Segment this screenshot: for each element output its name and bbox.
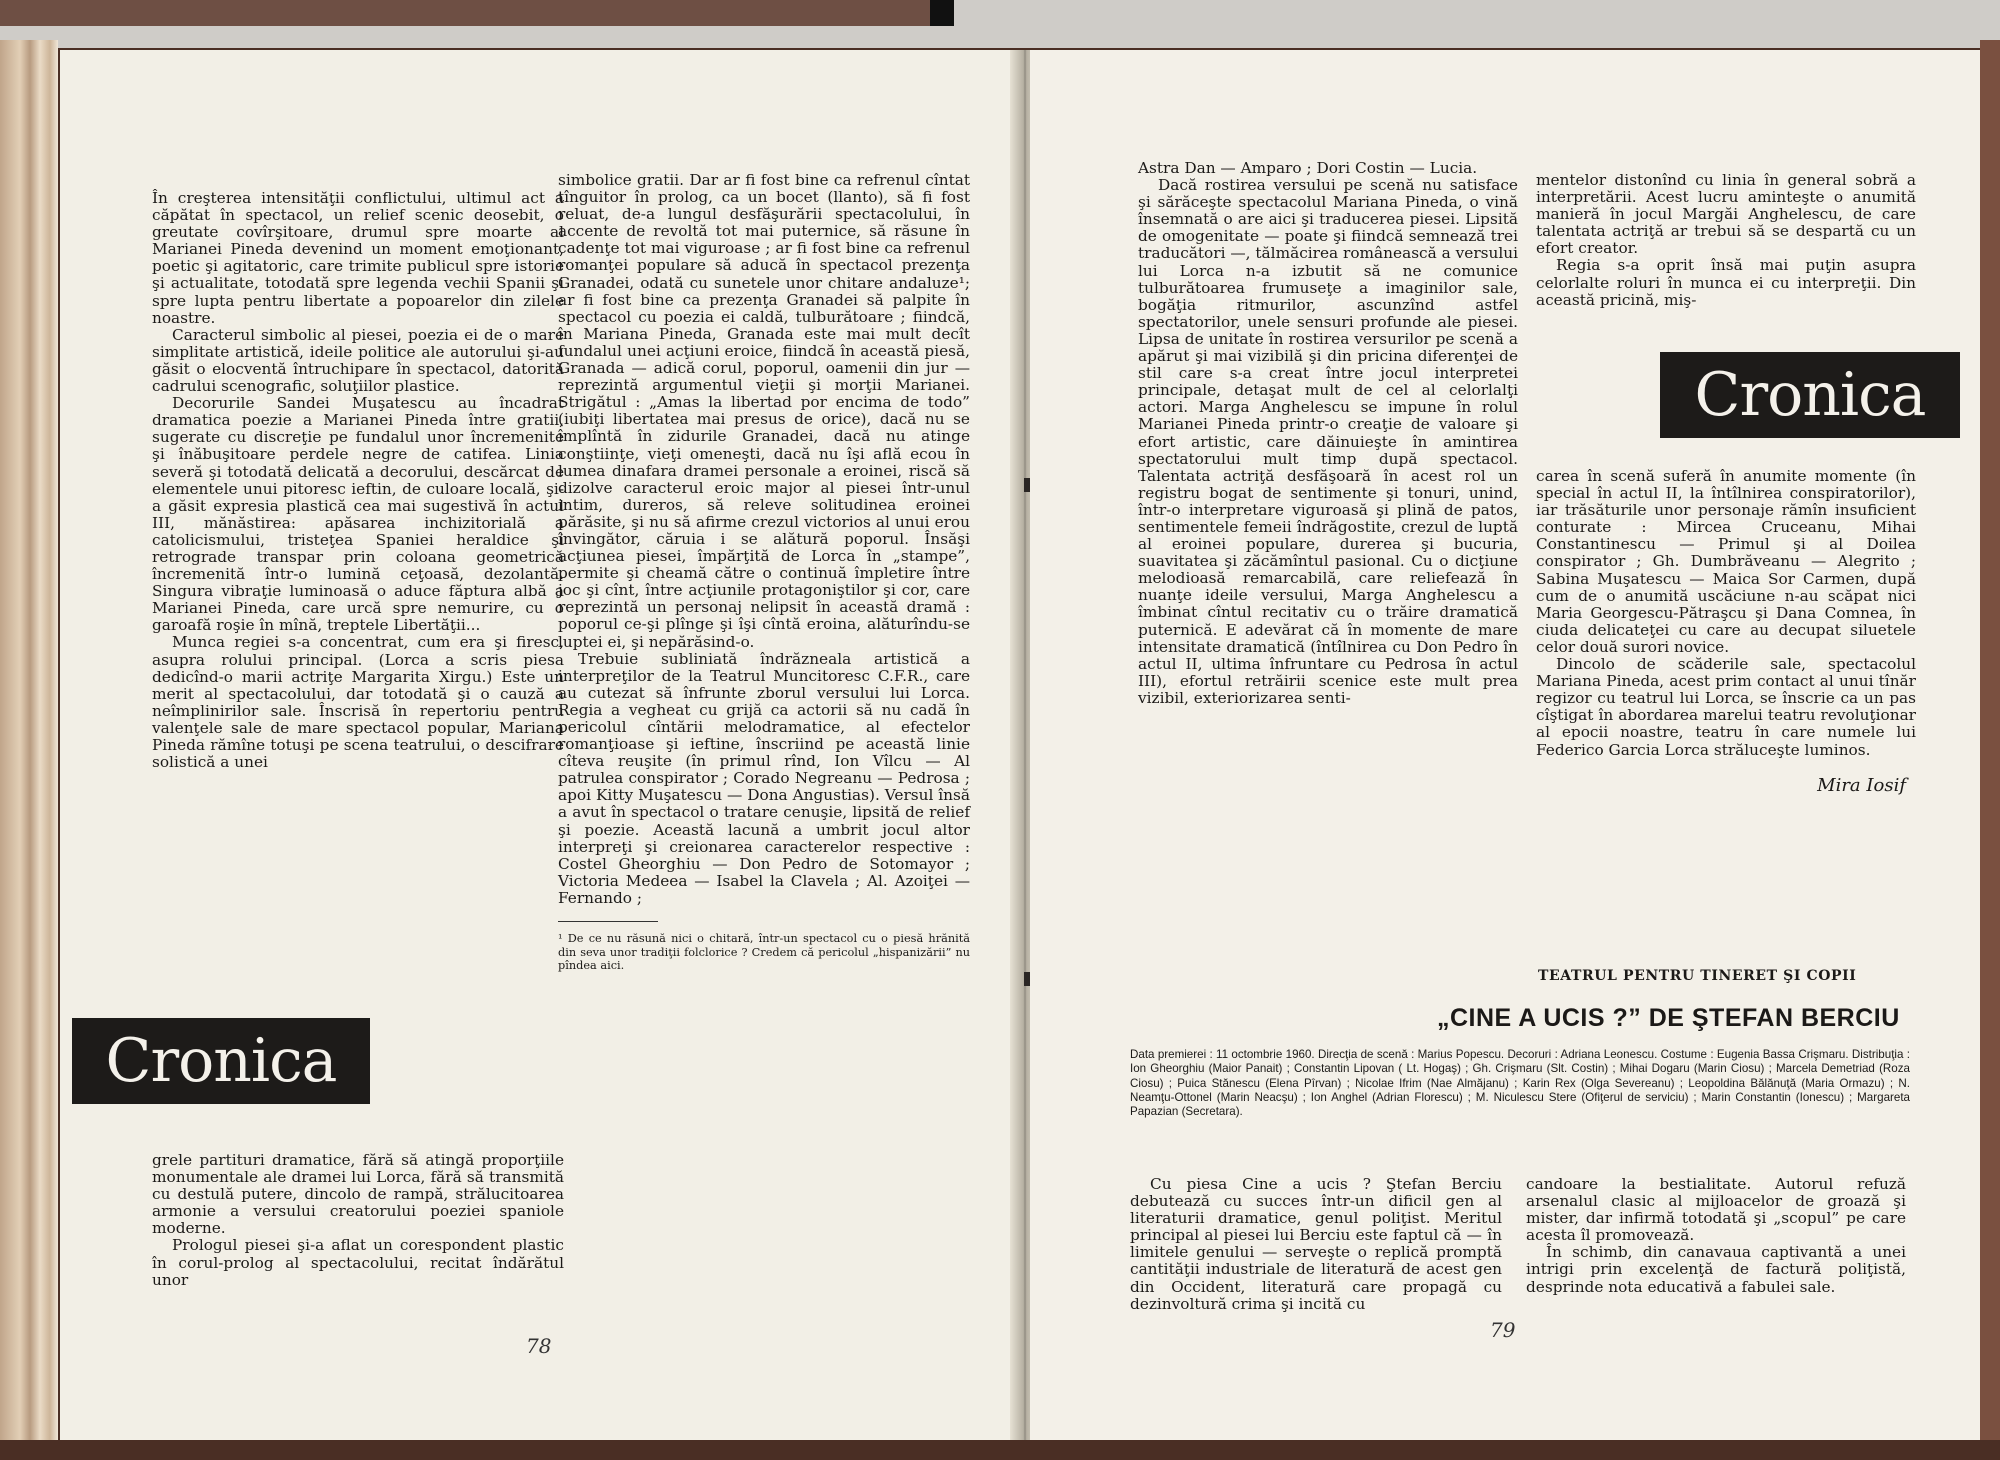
scan-black-block: [930, 0, 954, 26]
right-col2-top: [1536, 172, 1916, 309]
cronica-label: Cronica: [1694, 360, 1926, 430]
paragraph: Decorurile Sandei Muşatescu au încadrat dramatica poezie a Marianei Pineda între gratii, sugerate cu discreţie pe fundalul unor încremenite şi înăbuşitoare perdele negre de catifea. Linia severă şi totodată delicată a decorului, descărcat de elementele unui pitoresc ieftin, de culoare locală, şi-a găsit expresia plastică cea mai sugestivă în actul III, mănăstirea: apăsarea inchizitorială a catolicismului, tristeţea Spaniei heraldice şi retrograde transpar prin coloana geometrică încremenită într-o lumină ceţoasă, dezolantă. Singura vibraţie luminoasă o aduce făptura albă a Marianei Pineda, care urcă spre nemurire, cu o garoafă roşie în mînă, treptele Libertăţii...: [152, 394, 564, 635]
paragraph: grele partituri dramatice, fără să atingă proporţiile monumentale ale dramei lui Lorca, fără să transmită cu destulă putere, dincolo de rampă, strălucitoarea armonie a versului creatorului poeziei spaniole moderne.: [152, 1151, 564, 1238]
cronica-section-banner: [72, 1018, 370, 1104]
cronica-label: Cronica: [105, 1026, 337, 1096]
paragraph: În schimb, din canavaua captivantă a unei intrigi prin excelenţă de factură poliţistă, desprinde nota educativă a fabulei sale.: [1526, 1243, 1906, 1296]
paragraph: simbolice gratii. Dar ar fi fost bine ca refrenul cîntat tînguitor în prolog, ca un bocet (llanto), să fi fost reluat, de-a lungul desfăşurării spectacolului, în accente de revoltă tot mai puternice, să răsune în cadenţe tot mai viguroase ; ar fi fost bine ca refrenul romanţei populare să aducă în spectacol prezenţa Granadei, odată cu sunetele unor chitare andaluze¹; ar fi fost bine ca prezenţa Granadei să palpite în spectacol cu poezia ei caldă, tulburătoare ; fiindcă, în Mariana Pineda, Granada este mai mult decît fundalul unei acţiuni eroice, fiindcă în această piesă, Granada — adică corul, poporul, oamenii din jur — reprezintă argumentul vieţii şi morţii Marianei. Strigătul : „Amas la libertad por encima de todo” (iubiţi libertatea mai presus de orice), dacă nu se împlîntă în zidurile Granadei, dacă nu atinge conştiinţe, vieţi omeneşti, dacă nu îşi află ecou în lumea dinafara dramei personale a eroinei, riscă să dizolve caracterul eroic major al piesei într-unul intim, dureros, să releve solitudinea eroinei părăsite, şi nu să afirme crezul victorios al unui erou învingător, căruia i se alătură poporul. Însăşi acţiunea piesei, împărţită de Lorca în „stampe”, permite şi cheamă către o continuă împletire între joc şi cînt, între acţiunile protagoniştilor şi cor, care reprezintă un personaj nelipsit în această dramă : poporul ce-şi plînge şi îşi cîntă eroina, alăturîndu-se luptei ei, şi nepărăsind-o.: [558, 171, 970, 651]
paragraph: mentelor distonînd cu linia în general sobră a interpretării. Acest lucru aminteşte o anumită manieră în jocul Margăi Anghelescu, de care talentata actriţă ar trebui să se despartă cu un efort creator.: [1536, 171, 1916, 258]
paragraph: carea în scenă suferă în anumite momente (în special în actul II, la întîlnirea conspiratorilor), iar trăsăturile unor personaje rămîn insuficient conturate : Mircea Cruceanu, Mihai Constantinescu — Primul şi al Doilea conspirator ; Gh. Dumbrăveanu — Alegrito ; Sabina Muşatescu — Maica Sor Carmen, după cum de o anumită uscăciune n-au scăpat nici Maria Georgescu-Pătraşcu şi Dana Comnea, în ciuda delicateţei cu care au decupat siluetele celor două surori novice.: [1536, 467, 1916, 656]
play-title: „CINE A UCIS ?” DE ŞTEFAN BERCIU: [1437, 1004, 1900, 1032]
left-page: [60, 50, 1018, 1440]
right-col1: [1138, 160, 1518, 707]
credits-text: Data premierei : 11 octombrie 1960. Direcţia de scenă : Marius Popescu. Decoruri : Adriana Leonescu. Costume : Eugenia Bassa Crişmaru. Distribuţia : Ion Gheorghiu (Maior Panait) ; Constantin Lipovan ( Lt. Hogaş) ; Gh. Crişmaru (Slt. Costin) ; Mihai Dogaru (Marin Ciosu) ; Marcela Demetriad (Roza Ciosu) ; Puica Stănescu (Elena Pîrvan) ; Nicolae Ifrim (Nae Almăjanu) ; Karin Rex (Olga Severeanu) ; Leopoldina Bălănuţă (Maria Ormazu) ; N. Neamţu-Ottonel (Marin Neacşu) ; Ion Anghel (Adrian Florescu) ; M. Niculescu Stere (Ofiţerul de serviciu) ; Marin Constantin (Ionescu) ; Margareta Papazian (Secretara).: [1130, 1048, 1910, 1119]
paragraph: Cu piesa Cine a ucis ? Ştefan Berciu debutează cu succes într-un dificil gen al literaturii dramatice, genul poliţist. Meritul principal al piesei lui Berciu este faptul că — în limitele genului — serveşte o replică promptă cantităţii industriale de literatură de acest gen din Occident, literatură care propagă cu dezinvoltură crima şi incită cu: [1130, 1175, 1502, 1313]
page-number: 79: [1490, 1318, 1516, 1342]
right-col2-bottom: [1536, 468, 1916, 794]
author-signature: Mira Iosif: [1817, 774, 1906, 796]
right-page: [1030, 50, 1980, 1440]
scan-dark-strip: [0, 0, 930, 26]
footnote: ¹ De ce nu răsună nici o chitară, într-un spectacol cu o piesă hrănită din seva unor tradiţii folclorice ? Credem că pericolul „hispanizării” nu pîndea aici.: [558, 932, 970, 973]
paragraph: Prologul piesei şi-a aflat un corespondent plastic în corul-prolog al spectacolului, recitat îndărătul unor: [152, 1236, 564, 1289]
page-number: 78: [526, 1334, 552, 1358]
book-cover-edge: [1980, 40, 2000, 1440]
cronica-section-banner: [1660, 352, 1960, 438]
book-page-edges: [0, 40, 58, 1440]
left-col1-top: [152, 190, 564, 771]
paragraph: Astra Dan — Amparo ; Dori Costin — Lucia.: [1138, 159, 1478, 177]
left-col1-bottom: [152, 1152, 564, 1289]
right-bottom-col1: [1130, 1176, 1502, 1313]
binding-mark: [1024, 972, 1030, 986]
paragraph: Dacă rostirea versului pe scenă nu satisface şi sărăceşte spectacolul Mariana Pineda, o vină însemnată o are aici şi traducerea piesei. Lipsită de omogenitate — poate şi fiindcă semnează trei traducători —, tălmăcirea românească a versului lui Lorca n-a izbutit să ne comunice tulburătoarea frumuseţe a imaginilor sale, bogăţia ritmurilor, ascunzînd astfel spectatorilor, unele sensuri profunde ale piesei. Lipsa de unitate în rostirea versurilor pe scenă a apărut şi mai vizibilă şi din pricina diferenţei de stil care s-a creat între jocul interpretei principale, detaşat mult de cel al celorlalţi actori. Marga Anghelescu se impune în rolul Marianei Pineda printr-o creaţie de valoare şi efort artistic, care dăinuieşte în amintirea spectatorului mult timp după spectacol. Talentata actriţă desfăşoară în acest rol un registru bogat de sentimente şi tonuri, unind, într-o interpretare viguroasă şi plină de patos, sentimentele femeii îndrăgostite, crezul de luptă al eroinei populare, durerea şi bucuria, suavitatea şi zăcămîntul pasional. Cu o dicţiune melodioasă remarcabilă, care reliefează în nuanţe ideile versului, Marga Anghelescu a îmbinat cîntul recitativ cu o trăire dramatică puternică. E adevărat că în momente de mare intensitate dramatică (întîlnirea cu Don Pedro în actul II, ultima înfruntare cu Pedrosa în actul III), efortul retrăirii scenice este mult prea vizibil, exteriorizarea senti-: [1138, 176, 1518, 707]
paragraph: Trebuie subliniată îndrăzneala artistică a interpreţilor de la Teatrul Muncitoresc C.F.R., care au cutezat să înfrunte zborul versului lui Lorca. Regia a vegheat cu grijă ca actorii să nu cadă în pericolul cîntării melodramatice, al efectelor romanţioase şi ieftine, înscriind pe această linie cîteva reuşite (în primul rînd, Ion Vîlcu — Al patrulea conspirator ; Corado Negreanu — Pedrosa ; apoi Kitty Muşatescu — Dona Angustias). Versul însă a avut în spectacol o tratare cenuşie, lipsită de relief şi poezie. Această lacună a umbrit jocul altor interpreţi şi creionarea caracterelor respective : Costel Gheorghiu — Don Pedro de Sotomayor ; Victoria Medeea — Isabel la Clavela ; Al. Azoiţei — Fernando ;: [558, 649, 970, 907]
paragraph: Dincolo de scăderile sale, spectacolul Mariana Pineda, acest prim contact al unui tînăr regizor cu teatrul lui Lorca, se înscrie ca un pas cîştigat în abordarea marelui teatru revoluţionar al epocii noastre, teatru în care numele lui Federico Garcia Lorca străluceşte luminos.: [1536, 655, 1916, 759]
section-label: TEATRUL PENTRU TINERET ŞI COPII: [1538, 968, 1857, 984]
left-col2: [558, 172, 970, 973]
right-bottom-col2: [1526, 1176, 1906, 1296]
binding-mark: [1024, 478, 1030, 492]
paragraph: Munca regiei s-a concentrat, cum era şi firesc, asupra rolului principal. (Lorca a scris piesa dedicînd-o marii actriţe Margarita Xirgu.) Este un merit al spectacolului, dar totodată şi o cauză a neîmplinirilor sale. Înscrisă în repertoriu pentru valenţele sale de mare spectacol popular, Mariana Pineda rămîne totuşi pe scena teatrului, o descifrare solistică a unei: [152, 633, 564, 772]
play-credits: [1130, 1048, 1910, 1119]
footnote-rule: [558, 921, 658, 922]
paragraph: Caracterul simbolic al piesei, poezia ei de o mare simplitate artistică, ideile politice ale autorului şi-au găsit o elocventă întruchipare în spectacol, datorită cadrului scenografic, soluţiilor plastice.: [152, 325, 564, 396]
paragraph: Regia s-a oprit însă mai puţin asupra celorlalte roluri în munca ei cu interpreţii. Din această pricină, miş-: [1536, 256, 1916, 309]
paragraph: candoare la bestialitate. Autorul refuză arsenalul clasic al mijloacelor de groază şi mister, dar infirmă totodată şi „scopul” pe care acesta îl promovează.: [1526, 1175, 1906, 1245]
paragraph: În creşterea intensităţii conflictului, ultimul act a căpătat în spectacol, un relief scenic deosebit, o greutate covîrşitoare, drumul spre moarte al Marianei Pineda devenind un moment emoţionant, poetic şi agitatoric, care trimite publicul spre istorie şi actualitate, totodată spre legenda vechii Spanii şi spre lupta pentru libertate a popoarelor din zilele noastre.: [152, 189, 564, 327]
scan-background-top: [0, 0, 2000, 48]
